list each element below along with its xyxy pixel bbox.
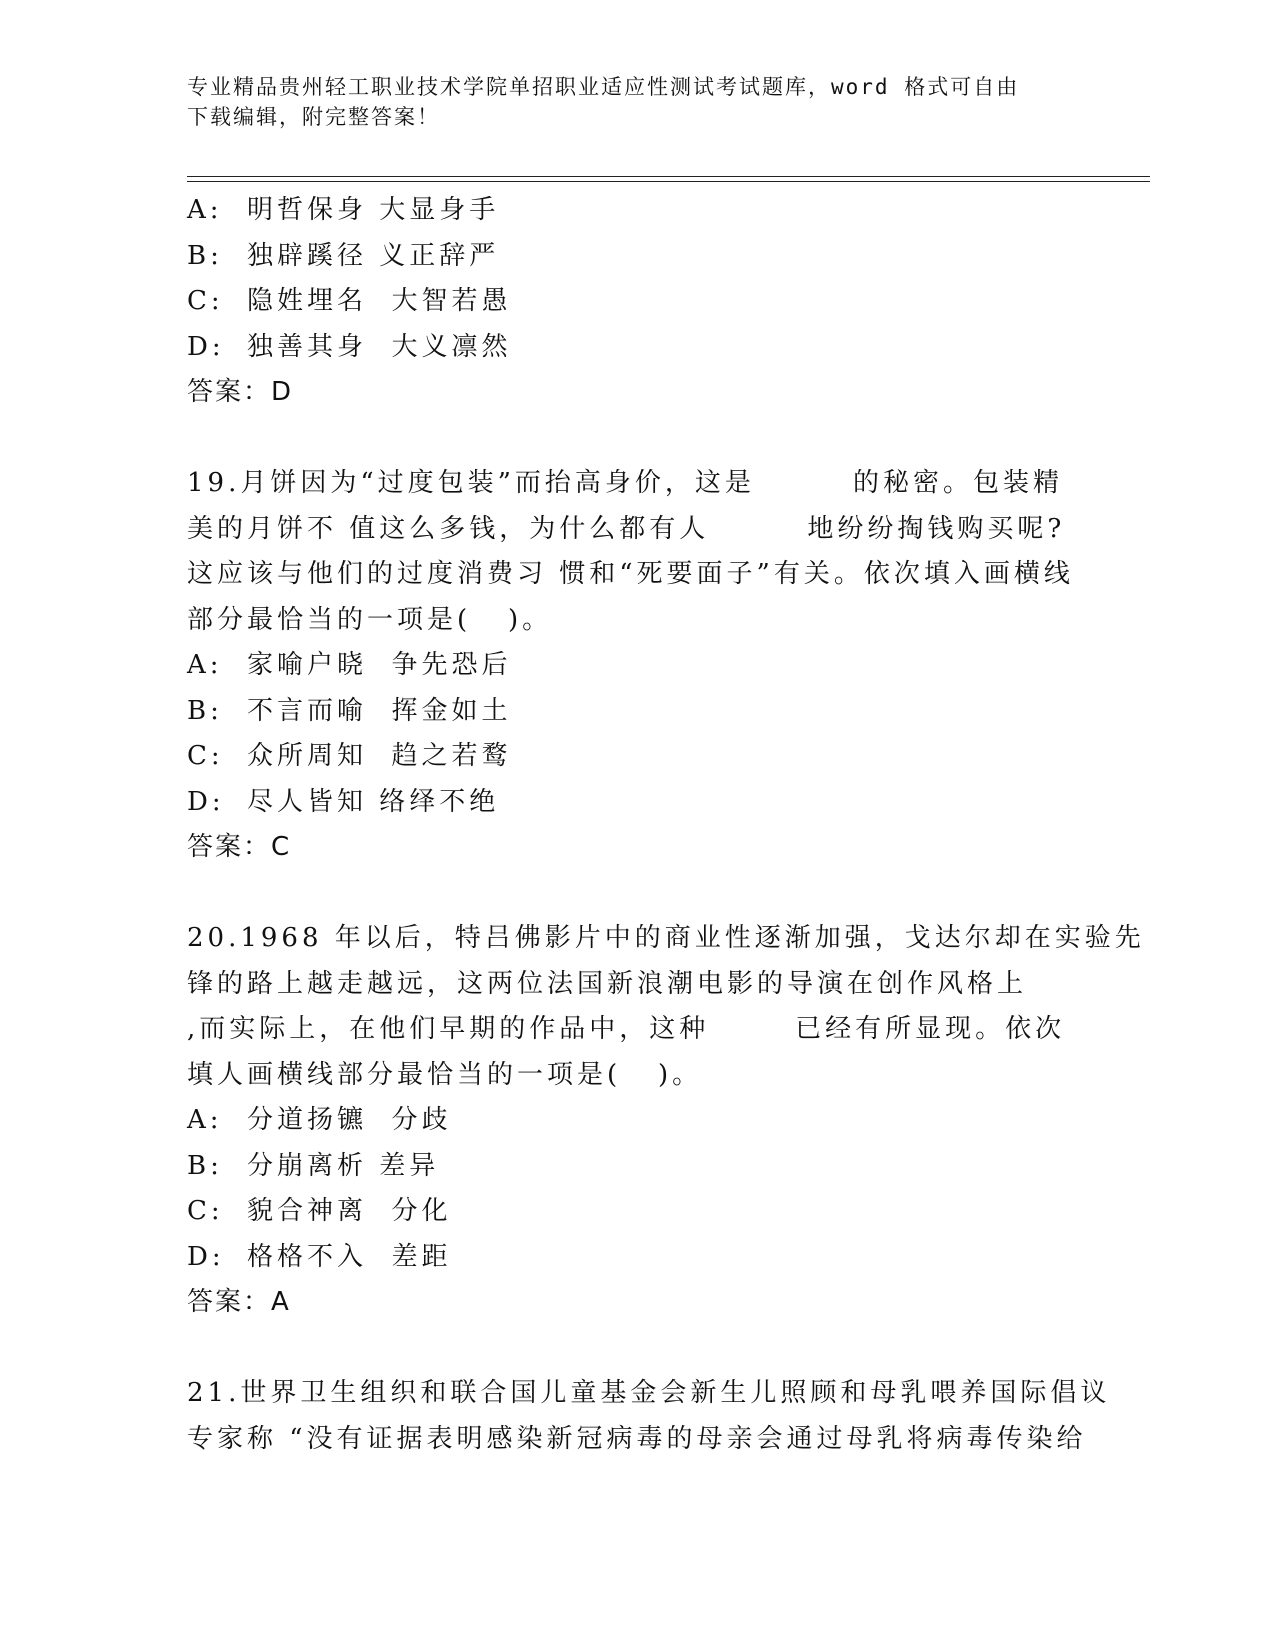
header-divider-bottom xyxy=(187,181,1150,182)
option-letter: C: xyxy=(187,741,224,771)
question-text-line: 21.世界卫生组织和联合国儿童基金会新生儿照顾和母乳喂养国际倡议 xyxy=(187,1378,1111,1408)
document-body xyxy=(187,188,1145,1462)
question-text-line: 专家称 “没有证据表明感染新冠病毒的母亲会通过母乳将病毒传染给 xyxy=(187,1423,1087,1454)
option-d xyxy=(187,325,1087,371)
option-letter: D: xyxy=(187,331,225,362)
question-text-line: 美的月饼不 值这么多钱，为什么都有人 地纷纷掏钱购买呢? xyxy=(187,513,1066,544)
answer-line: 答案：A xyxy=(187,1287,291,1317)
option-b xyxy=(187,1144,1087,1190)
option-text: 貌合神离 分化 xyxy=(247,1196,452,1226)
option-text: 分道扬镳 分歧 xyxy=(247,1105,452,1135)
option-text: 明哲保身 大显身手 xyxy=(247,195,500,225)
option-letter: B: xyxy=(187,695,223,726)
option-d xyxy=(187,1235,1087,1281)
option-text: 隐姓埋名 大智若愚 xyxy=(247,286,512,316)
option-text: 不言而喻 挥金如土 xyxy=(247,695,512,726)
spacer xyxy=(187,871,1087,917)
option-letter: B: xyxy=(187,1150,223,1181)
option-text: 分崩离析 差异 xyxy=(247,1150,440,1181)
option-letter: D: xyxy=(187,786,225,817)
spacer xyxy=(187,1326,1087,1372)
option-letter: A: xyxy=(187,650,223,680)
option-b xyxy=(187,689,1087,735)
option-text: 尽人皆知 络绎不绝 xyxy=(247,786,500,817)
option-b xyxy=(187,234,1087,280)
option-letter: B: xyxy=(187,240,223,271)
spacer xyxy=(187,416,1087,462)
option-text: 家喻户晓 争先恐后 xyxy=(247,650,512,680)
option-text: 格格不入 差距 xyxy=(247,1241,452,1272)
answer-line: 答案：C xyxy=(187,832,292,862)
option-a xyxy=(187,643,1087,689)
question-text-line: 填人画横线部分最恰当的一项是( )。 xyxy=(187,1059,703,1090)
page-header xyxy=(187,72,1087,132)
option-letter: A: xyxy=(187,1105,223,1135)
question-18-continued xyxy=(187,188,1087,416)
question-text-line: ,而实际上，在他们早期的作品中，这种 已经有所显现。依次 xyxy=(187,1014,1066,1044)
header-line-2: 下载编辑，附完整答案！ xyxy=(187,105,440,129)
question-text-line: 这应该与他们的过度消费习 惯和“死要面子”有关。依次填入画横线 xyxy=(187,559,1074,589)
option-letter: C: xyxy=(187,1196,224,1226)
option-a xyxy=(187,1098,1087,1144)
question-21 xyxy=(187,1371,1111,1462)
question-text-line: 19.月饼因为“过度包装”而抬高身价，这是 的秘密。包装精 xyxy=(187,468,1064,498)
option-letter: D: xyxy=(187,1241,225,1272)
option-c xyxy=(187,279,1087,325)
option-text: 独善其身 大义凛然 xyxy=(247,331,512,362)
option-a xyxy=(187,188,1087,234)
option-letter: A: xyxy=(187,195,223,225)
option-c xyxy=(187,734,1087,780)
header-line-1: 专业精品贵州轻工职业技术学院单招职业适应性测试考试题库，word 格式可自由 xyxy=(187,75,1020,99)
option-d xyxy=(187,780,1087,826)
header-divider-top xyxy=(187,176,1150,177)
question-20 xyxy=(187,916,1145,1326)
option-letter: C: xyxy=(187,286,224,316)
question-text-line: 锋的路上越走越远，这两位法国新浪潮电影的导演在创作风格上 xyxy=(187,968,1028,999)
option-text: 众所周知 趋之若鹜 xyxy=(247,741,512,771)
question-text-line: 部分最恰当的一项是( )。 xyxy=(187,604,553,635)
option-text: 独辟蹊径 义正辞严 xyxy=(247,240,500,271)
option-c xyxy=(187,1189,1087,1235)
answer-line: 答案：D xyxy=(187,377,294,407)
question-19 xyxy=(187,461,1087,871)
question-text-line: 20.1968 年以后，特吕佛影片中的商业性逐渐加强，戈达尔却在实验先 xyxy=(187,923,1145,953)
